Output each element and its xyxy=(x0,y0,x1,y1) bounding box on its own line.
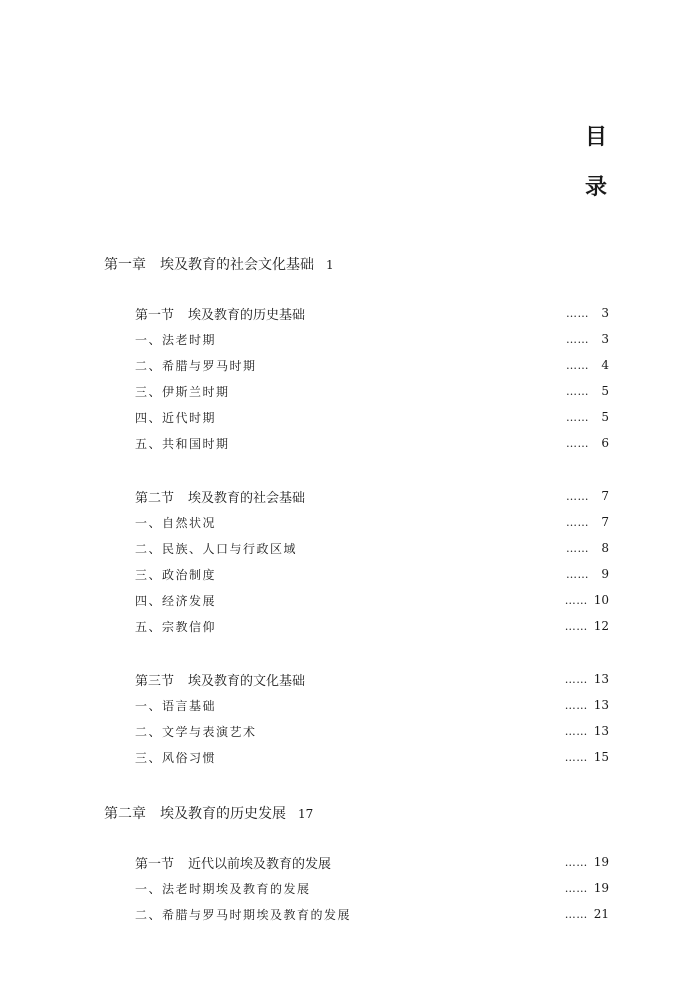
leader-dots: …… xyxy=(564,619,588,633)
page-number: 7 xyxy=(601,515,609,529)
leader-dots: …… xyxy=(566,489,589,503)
leader-dots: …… xyxy=(566,306,589,320)
page-number: 3 xyxy=(601,306,609,320)
section-number: 第三节 xyxy=(135,673,175,689)
chapter-number: 第二章 xyxy=(104,806,146,822)
section-number: 第二节 xyxy=(135,490,175,506)
toc-section[interactable] xyxy=(135,487,609,505)
toc-item[interactable] xyxy=(135,565,609,583)
leader-dots: …… xyxy=(564,672,588,686)
page-number: 13 xyxy=(593,724,609,738)
page-number: 4 xyxy=(601,358,609,372)
chapter-heading[interactable] xyxy=(104,803,313,823)
leader-dots: …… xyxy=(566,567,589,581)
toc-item[interactable] xyxy=(135,748,609,766)
leader-dots: …… xyxy=(564,907,588,921)
toc-item[interactable] xyxy=(135,617,609,635)
page-number: 15 xyxy=(593,750,609,764)
section-title: 埃及教育的文化基础 xyxy=(188,673,306,689)
section-title: 埃及教育的历史基础 xyxy=(188,307,306,323)
page-number: 10 xyxy=(593,593,609,607)
leader-dots: …… xyxy=(566,541,589,555)
item-label: 二、希腊与罗马时期埃及教育的发展 xyxy=(135,907,352,922)
toc-item[interactable] xyxy=(135,879,609,897)
leader-dots: …… xyxy=(566,410,589,424)
chapter-page: 1 xyxy=(326,258,334,272)
page-number: 13 xyxy=(593,672,609,686)
page-number: 7 xyxy=(601,489,609,503)
leader-dots: …… xyxy=(564,698,588,712)
leader-dots: …… xyxy=(566,332,589,346)
item-label: 一、语言基础 xyxy=(135,698,217,713)
toc-title-char-1: 目 xyxy=(584,125,607,150)
leader-dots: …… xyxy=(564,750,588,764)
toc-item[interactable] xyxy=(135,513,609,531)
toc-item[interactable] xyxy=(135,905,609,923)
chapter-title: 埃及教育的社会文化基础 xyxy=(160,257,314,273)
toc-section[interactable] xyxy=(135,853,609,871)
chapter-page: 17 xyxy=(298,807,314,821)
item-label: 一、法老时期埃及教育的发展 xyxy=(135,881,311,896)
toc-item[interactable] xyxy=(135,434,609,452)
toc-item[interactable] xyxy=(135,591,609,609)
toc-item[interactable] xyxy=(135,356,609,374)
page-number: 19 xyxy=(593,881,609,895)
page-number: 21 xyxy=(593,907,609,921)
page-number: 8 xyxy=(601,541,609,555)
page-number: 9 xyxy=(601,567,609,581)
item-label: 二、文学与表演艺术 xyxy=(135,724,257,739)
item-label: 二、希腊与罗马时期 xyxy=(135,358,257,373)
item-label: 一、自然状况 xyxy=(135,515,217,530)
item-label: 三、政治制度 xyxy=(135,567,217,582)
section-title: 近代以前埃及教育的发展 xyxy=(188,856,332,872)
page-number: 5 xyxy=(601,384,609,398)
item-label: 五、宗教信仰 xyxy=(135,619,217,634)
item-label: 三、伊斯兰时期 xyxy=(135,384,230,399)
toc-title-char-2: 录 xyxy=(584,175,607,200)
item-label: 三、风俗习惯 xyxy=(135,750,217,765)
leader-dots: …… xyxy=(566,515,589,529)
toc-section[interactable] xyxy=(135,304,609,322)
toc-item[interactable] xyxy=(135,330,609,348)
item-label: 四、经济发展 xyxy=(135,593,217,608)
leader-dots: …… xyxy=(566,436,589,450)
item-label: 二、民族、人口与行政区域 xyxy=(135,541,298,556)
page-number: 12 xyxy=(593,619,609,633)
section-title: 埃及教育的社会基础 xyxy=(188,490,306,506)
chapter-heading[interactable] xyxy=(104,254,334,274)
item-label: 四、近代时期 xyxy=(135,410,217,425)
page-number: 13 xyxy=(593,698,609,712)
leader-dots: …… xyxy=(564,724,588,738)
leader-dots: …… xyxy=(564,855,588,869)
leader-dots: …… xyxy=(564,881,588,895)
toc-item[interactable] xyxy=(135,539,609,557)
section-number: 第一节 xyxy=(135,856,175,872)
leader-dots: …… xyxy=(564,593,588,607)
toc-item[interactable] xyxy=(135,696,609,714)
page-number: 5 xyxy=(601,410,609,424)
leader-dots: …… xyxy=(566,358,589,372)
leader-dots: …… xyxy=(566,384,589,398)
page-number: 3 xyxy=(601,332,609,346)
item-label: 五、共和国时期 xyxy=(135,436,230,451)
toc-item[interactable] xyxy=(135,408,609,426)
page-number: 6 xyxy=(601,436,609,450)
page-number: 19 xyxy=(593,855,609,869)
toc-item[interactable] xyxy=(135,382,609,400)
section-number: 第一节 xyxy=(135,307,175,323)
toc-item[interactable] xyxy=(135,722,609,740)
item-label: 一、法老时期 xyxy=(135,332,217,347)
chapter-number: 第一章 xyxy=(104,257,146,273)
chapter-title: 埃及教育的历史发展 xyxy=(160,806,286,822)
toc-section[interactable] xyxy=(135,670,609,688)
